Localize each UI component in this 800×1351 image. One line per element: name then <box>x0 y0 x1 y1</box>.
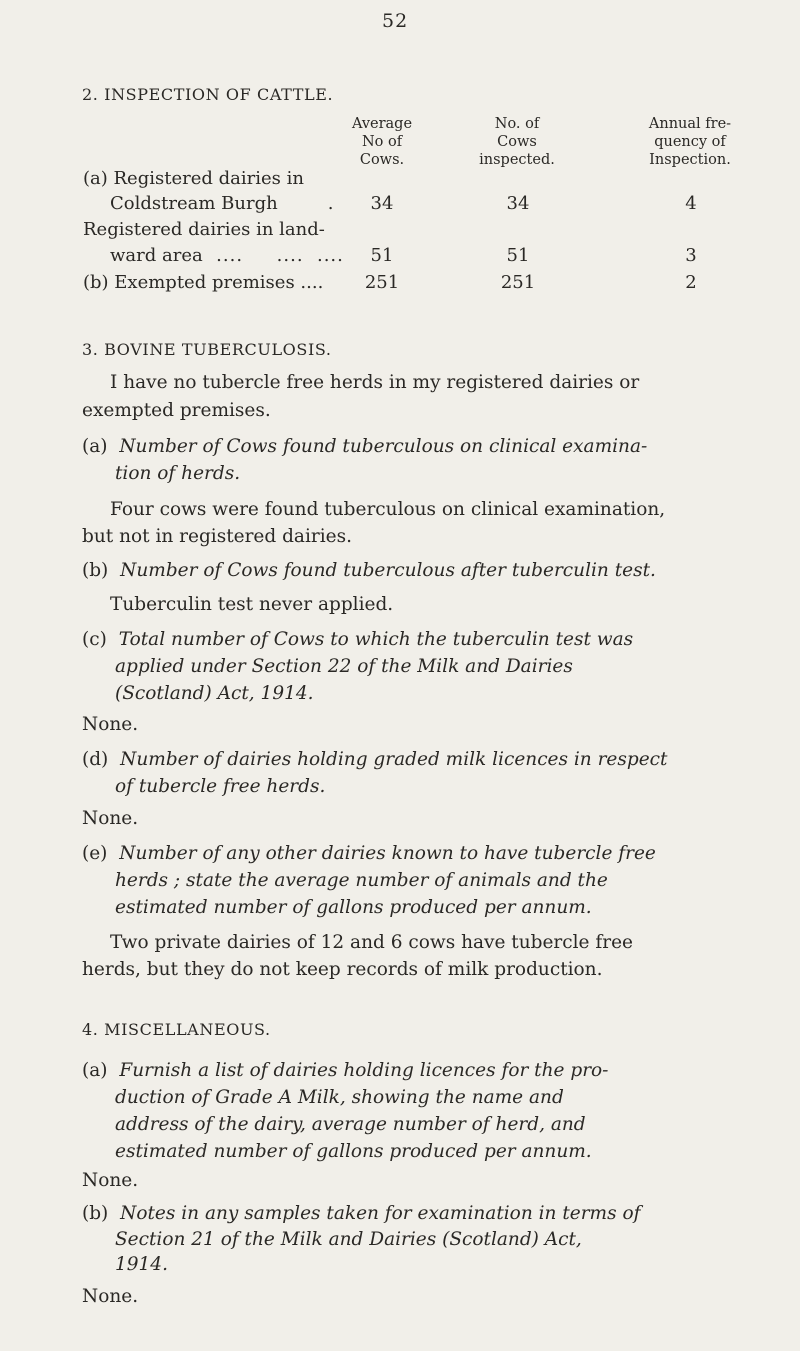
item-marker: (a) <box>82 1060 108 1081</box>
row-label-text: (b) Exempted premises <box>83 272 295 293</box>
row-label-line: Registered dairies in land- <box>83 219 325 240</box>
item-marker: (a) <box>82 436 108 457</box>
question-text: Number of Cows found tuberculous on clinical examina- <box>119 436 648 457</box>
item-question <box>82 626 633 653</box>
answer-text: but not in registered dairies. <box>82 526 352 547</box>
table-cell: 251 <box>364 272 400 293</box>
table-cell: 3 <box>685 245 697 266</box>
item-marker: (b) <box>82 1203 109 1224</box>
answer-text: None. <box>82 808 139 829</box>
paragraph-line: I have no tubercle free herds in my registered dairies or <box>110 372 640 393</box>
answer-text: None. <box>82 1286 139 1307</box>
item-marker: (d) <box>82 749 109 770</box>
item-question <box>82 840 656 867</box>
question-text: Total number of Cows to which the tuberculin test was <box>118 629 634 650</box>
item-marker: (e) <box>82 843 108 864</box>
table-cell: 34 <box>370 193 394 214</box>
item-marker: (b) <box>82 560 109 581</box>
col-header-line: Inspection. <box>649 152 731 168</box>
section-heading-bovine-tuberculosis: 3. BOVINE TUBERCULOSIS. <box>82 340 332 359</box>
col-header-annual-frequency <box>630 115 750 169</box>
col-header-line: quency of <box>654 134 726 150</box>
col-header-line: Average <box>351 116 413 132</box>
item-question <box>82 557 656 584</box>
item-question <box>82 1200 640 1227</box>
col-header-line: Annual fre- <box>648 116 732 132</box>
col-header-line: inspected. <box>479 152 555 168</box>
question-text: Number of any other dairies known to have tubercle free <box>119 843 656 864</box>
question-text: Notes in any samples taken for examination in terms of <box>120 1203 641 1224</box>
answer-text: Tuberculin test never applied. <box>110 594 394 615</box>
question-text: of tubercle free herds. <box>115 776 326 797</box>
row-label-line: (b) Exempted premises .... <box>83 272 324 293</box>
question-text: Number of Cows found tuberculous after tuberculin test. <box>120 560 656 581</box>
table-cell: 51 <box>506 245 530 266</box>
col-header-line: No. of <box>494 116 540 132</box>
question-text: 1914. <box>115 1254 168 1275</box>
page-number: 52 <box>382 10 409 32</box>
answer-text: None. <box>82 1170 139 1191</box>
table-cell: 2 <box>685 272 697 293</box>
question-text: tion of herds. <box>115 463 241 484</box>
row-label-text: Coldstream Burgh <box>110 193 278 214</box>
question-text: estimated number of gallons produced per annum. <box>115 1141 592 1162</box>
item-question <box>82 746 667 773</box>
question-text: Section 21 of the Milk and Dairies (Scotland) Act, <box>115 1229 582 1250</box>
question-text: address of the dairy, average number of herd, and <box>115 1114 586 1135</box>
item-marker: (c) <box>82 629 107 650</box>
question-text: applied under Section 22 of the Milk and Dairies <box>115 656 573 677</box>
question-text: (Scotland) Act, 1914. <box>115 683 314 704</box>
table-cell: 51 <box>370 245 394 266</box>
paragraph-line: exempted premises. <box>82 400 271 421</box>
row-label-line: ward area .... .... .... <box>110 245 344 266</box>
item-question <box>82 1057 608 1084</box>
answer-text: herds, but they do not keep records of milk production. <box>82 959 603 980</box>
section-heading-inspection: 2. INSPECTION OF CATTLE. <box>82 85 334 104</box>
table-cell: 34 <box>506 193 530 214</box>
question-text: Number of dairies holding graded milk licences in respect <box>120 749 668 770</box>
answer-text: Two private dairies of 12 and 6 cows have tubercle free <box>110 932 633 953</box>
col-header-line: Cows. <box>359 152 405 168</box>
table-cell: 4 <box>685 193 697 214</box>
col-header-line: Cows <box>497 134 537 150</box>
item-question <box>82 433 647 460</box>
section-heading-miscellaneous: 4. MISCELLANEOUS. <box>82 1020 271 1039</box>
question-text: herds ; state the average number of animals and the <box>115 870 608 891</box>
question-text: Furnish a list of dairies holding licences for the pro- <box>119 1060 609 1081</box>
question-text: duction of Grade A Milk, showing the name and <box>115 1087 564 1108</box>
col-header-cows-inspected <box>457 115 577 169</box>
question-text: estimated number of gallons produced per annum. <box>115 897 592 918</box>
row-label-text: ward area <box>110 245 203 266</box>
col-header-line: No of <box>361 134 403 150</box>
answer-text: Four cows were found tuberculous on clinical examination, <box>110 499 666 520</box>
answer-text: None. <box>82 714 139 735</box>
table-cell: 251 <box>500 272 536 293</box>
col-header-average-cows <box>322 115 442 169</box>
row-label-line: Coldstream Burgh . <box>110 193 334 214</box>
row-label-line: (a) Registered dairies in <box>83 168 304 189</box>
